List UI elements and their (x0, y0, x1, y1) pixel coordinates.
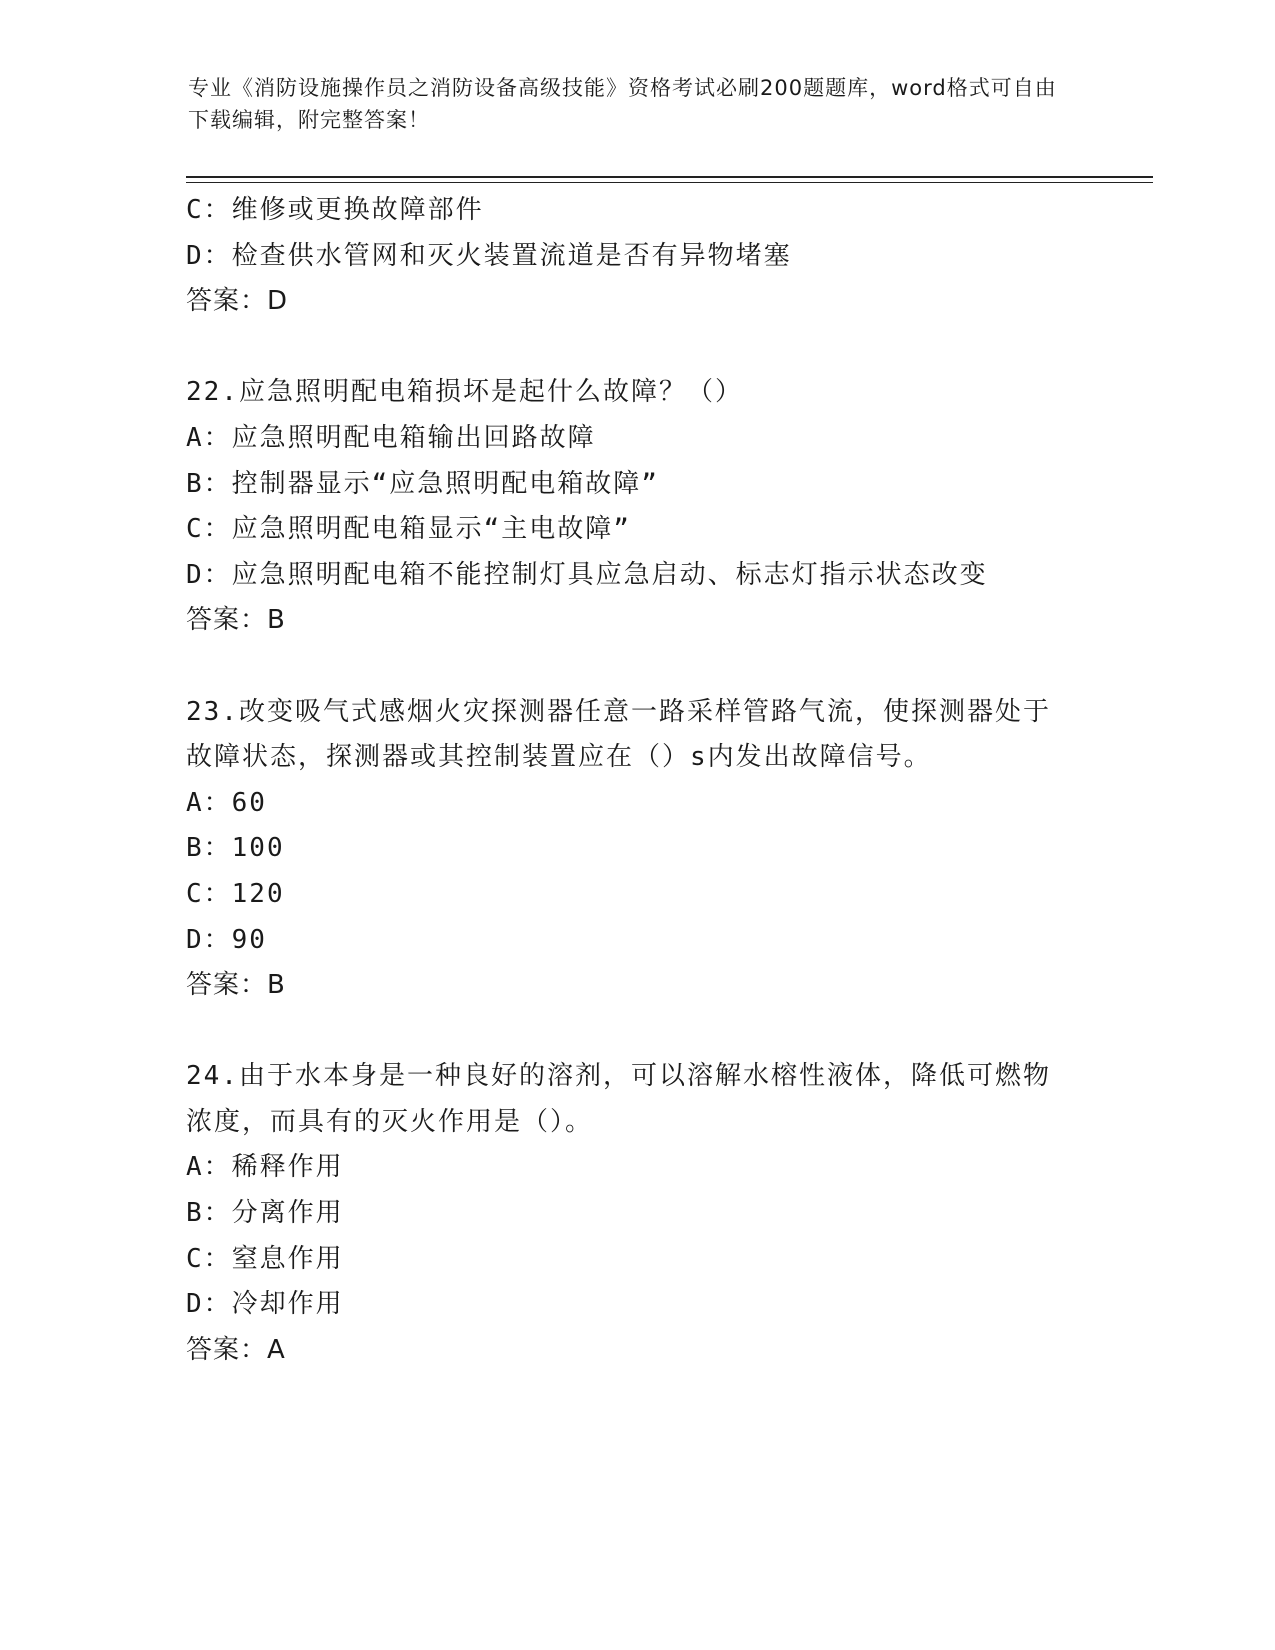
option-d: D：应急照明配电箱不能控制灯具应急启动、标志灯指示状态改变 (186, 559, 988, 590)
option-d: D：90 (186, 924, 267, 955)
option-b: B：分离作用 (186, 1198, 344, 1229)
spacer (186, 644, 1086, 690)
option-a: A：稀释作用 (186, 1152, 344, 1183)
option-c: C：120 (186, 878, 285, 909)
question-text: 22.应急照明配电箱损坏是起什么故障？（） (186, 377, 743, 408)
spacer (186, 1009, 1086, 1055)
prev-question-block (186, 188, 1086, 325)
option-b: B：控制器显示“应急照明配电箱故障” (186, 468, 659, 499)
question-23 (186, 690, 1086, 1009)
header-divider-thick (186, 176, 1153, 178)
option-c: C：维修或更换故障部件 (186, 195, 484, 225)
option-d: D：冷却作用 (186, 1289, 344, 1320)
spacer (186, 325, 1086, 371)
question-text: 24.由于水本身是一种良好的溶剂，可以溶解水榕性液体，降低可燃物浓度，而具有的灭火作用是（）。 (186, 1061, 1051, 1137)
option-a: A：应急照明配电箱输出回路故障 (186, 422, 596, 453)
option-b: B：100 (186, 833, 285, 864)
answer-line: 答案：B (186, 605, 286, 636)
question-content (186, 188, 1086, 1373)
option-a: A：60 (186, 787, 267, 818)
question-24 (186, 1054, 1086, 1373)
header-divider-thin (186, 182, 1153, 183)
option-c: C：应急照明配电箱显示“主电故障” (186, 514, 631, 545)
answer-line: 答案：B (186, 970, 286, 1001)
answer-line: 答案：D (186, 286, 289, 317)
page-header: 专业《消防设施操作员之消防设备高级技能》资格考试必刷200题题库，word格式可自由下载编辑，附完整答案！ (188, 76, 1057, 132)
question-22 (186, 370, 1086, 644)
answer-line: 答案：A (186, 1334, 286, 1365)
question-text: 23.改变吸气式感烟火灾探测器任意一路采样管路气流，使探测器处于故障状态，探测器或其控制装置应在（）s内发出故障信号。 (186, 696, 1051, 773)
option-c: C：窒息作用 (186, 1243, 344, 1274)
option-d: D：检查供水管网和灭火装置流道是否有异物堵塞 (186, 240, 792, 271)
